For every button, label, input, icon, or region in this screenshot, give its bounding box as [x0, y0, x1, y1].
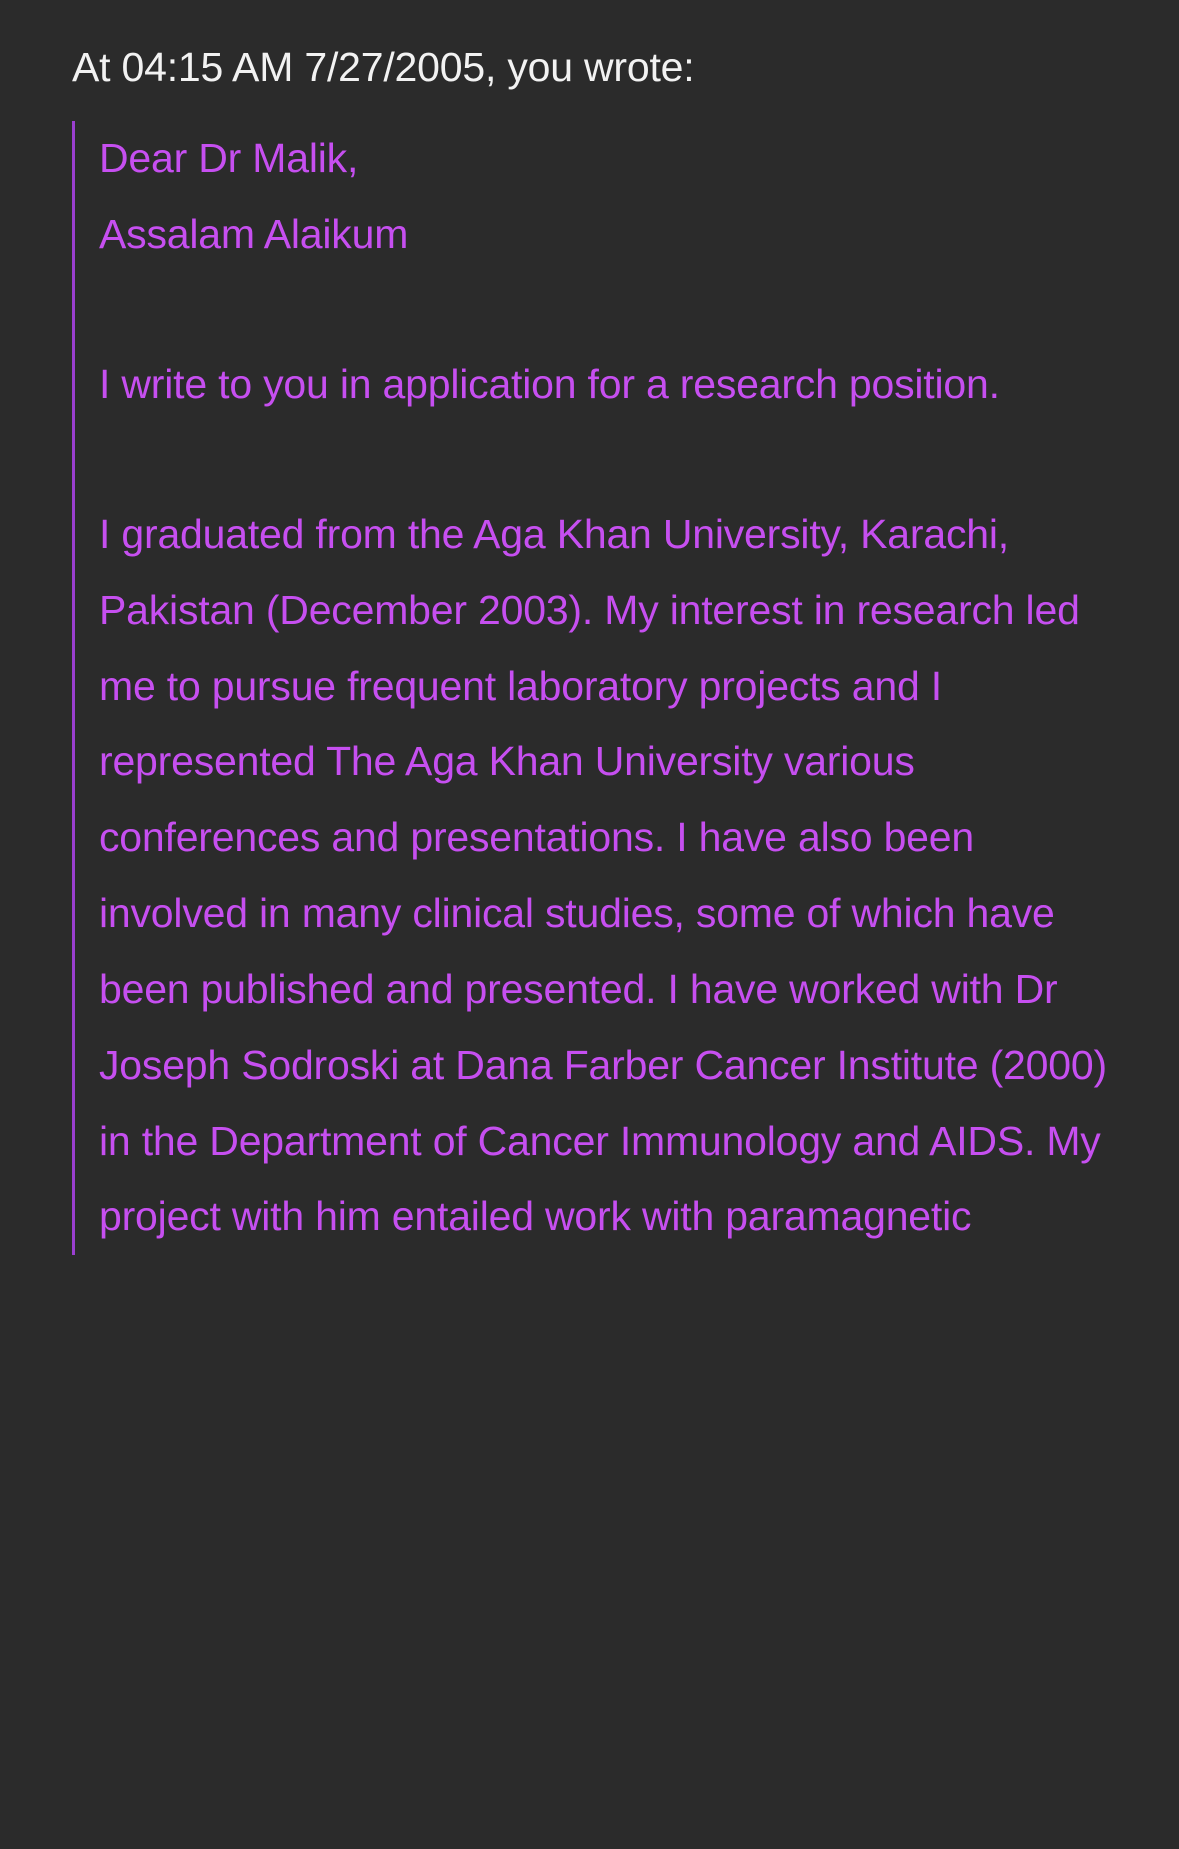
quote-paragraph: I graduated from the Aga Khan University, Karachi, Pakistan (December 2003). My interest in research led me to pursue frequent laboratory projects and I represented The Aga Khan University various conferences and presentations. I have also been involved in many clinical studies, some of which have been published and presented. I have worked with Dr Joseph Sodroski at Dana Farber Cancer Institute (2000) in the Department of Cancer Immunology and AIDS. My project with him entailed work with paramagnetic [99, 510, 1107, 1240]
quote-paragraph: Assalam Alaikum [99, 211, 409, 258]
quote-paragraph-spacer [99, 423, 1109, 497]
quoted-text-block [72, 121, 1179, 1255]
quote-paragraph: I write to you in application for a research position. [99, 361, 1000, 408]
quote-attribution: At 04:15 AM 7/27/2005, you wrote: [72, 44, 695, 90]
quote-paragraph-spacer [99, 273, 1109, 347]
quote-paragraph: Dear Dr Malik, [99, 135, 359, 182]
